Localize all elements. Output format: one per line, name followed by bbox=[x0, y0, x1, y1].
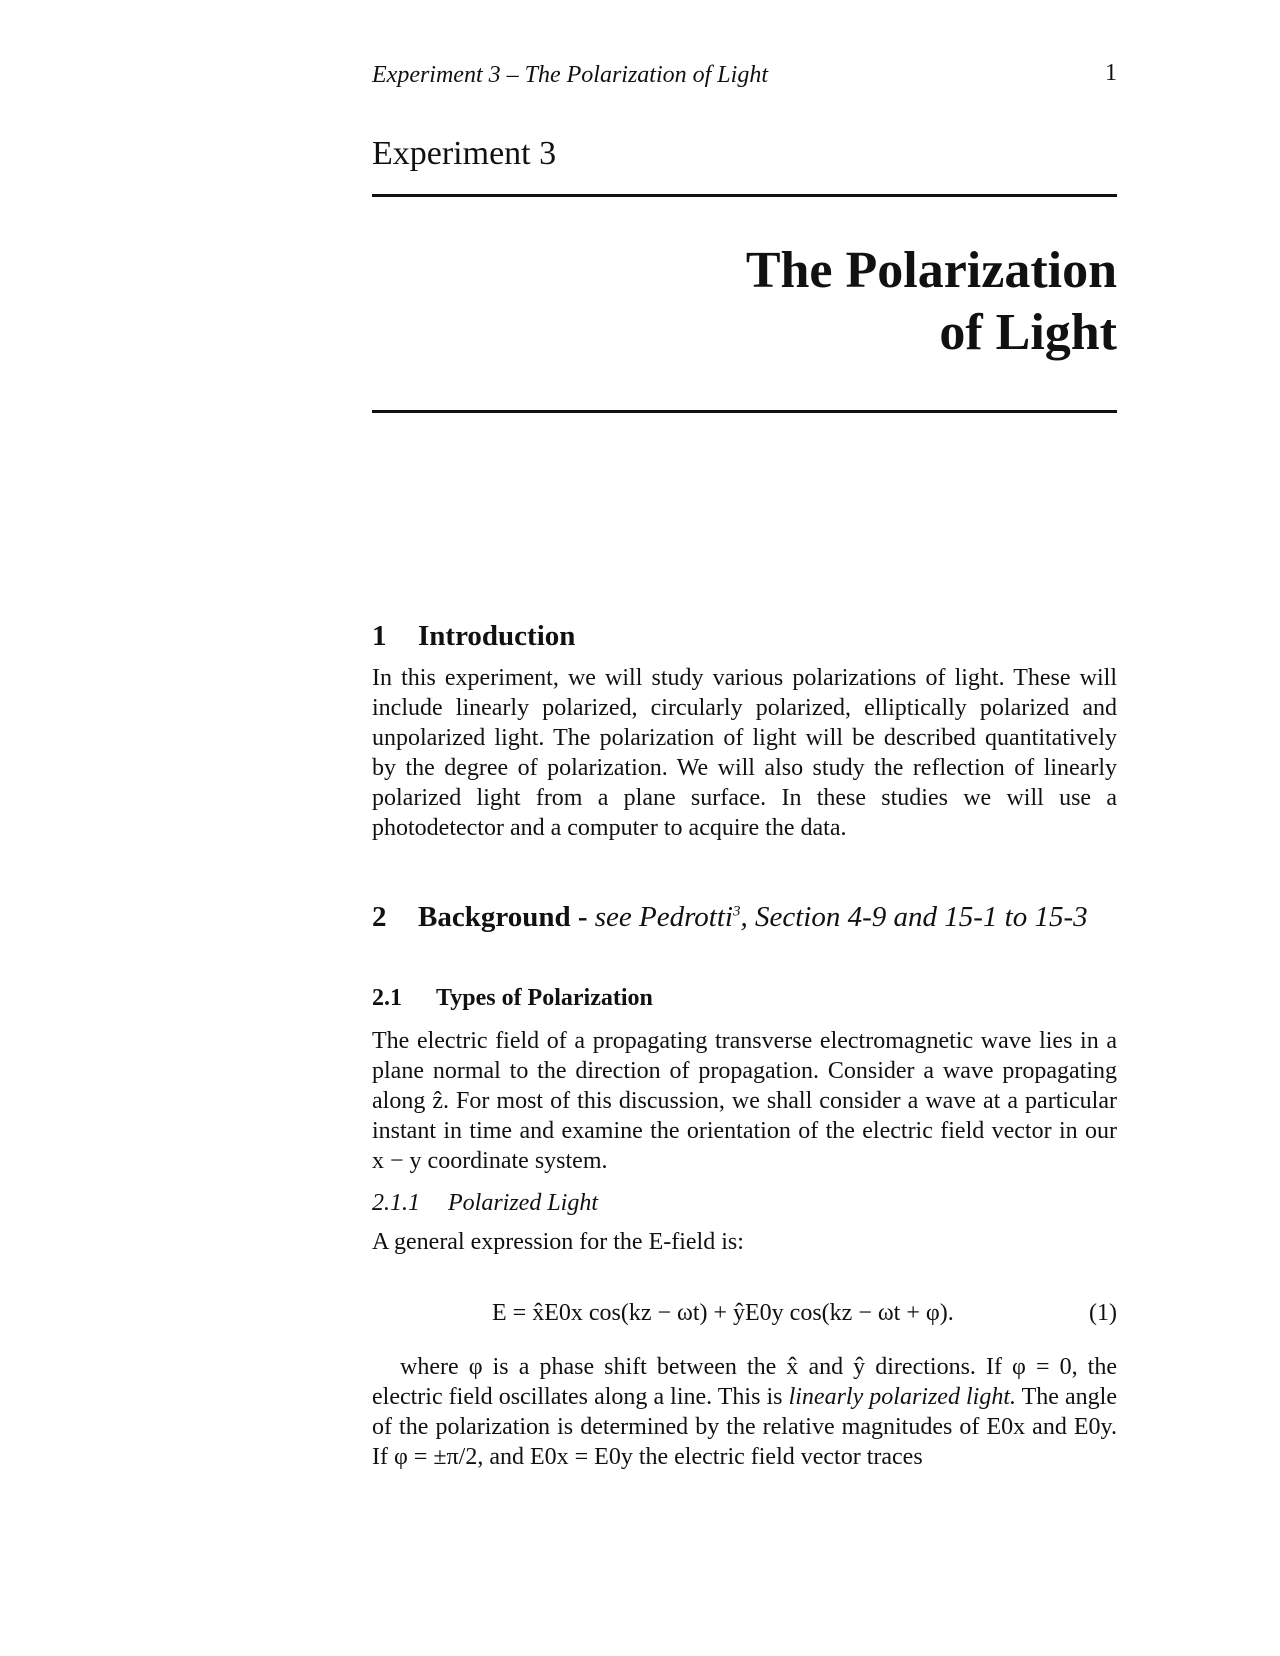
title-line-2: of Light bbox=[939, 304, 1117, 361]
section-introduction bbox=[372, 620, 1117, 843]
page-number: 1 bbox=[1105, 60, 1117, 86]
subsection-number: 2.1 bbox=[372, 985, 402, 1011]
running-head bbox=[372, 60, 1117, 89]
subsubsection-polarized-light bbox=[372, 1190, 1117, 1257]
paragraph-body: where φ is a phase shift between the x̂ and ŷ directions. If φ = 0, the electric field oscillates along a line. This is linearly polarized light. The angle of the polarization is determined by the relative magnitudes of E0x and E0y. If φ = ±π/2, and E0x = E0y the electric field vector traces bbox=[372, 1354, 1117, 1470]
equation-expression: E = x̂E0x cos(kz − ωt) + ŷE0y cos(kz − ωt + φ). bbox=[492, 1300, 954, 1326]
subsection-title: Types of Polarization bbox=[436, 985, 653, 1011]
title-line-1: The Polarization bbox=[745, 242, 1117, 299]
section-background bbox=[372, 896, 1117, 932]
section-body: In this experiment, we will study various polarizations of light. These will include linearly polarized, circularly polarized, elliptically polarized and unpolarized light. The polarization of light will be described quantitatively by the degree of polarization. We will also study the reflection of linearly polarized light from a plane surface. In these studies we will use a photodetector and a computer to acquire the data. bbox=[372, 665, 1117, 841]
top-rule bbox=[372, 194, 1117, 197]
section-number: 2 bbox=[372, 900, 387, 933]
section-heading bbox=[372, 896, 1117, 932]
section-title: Introduction bbox=[418, 620, 576, 652]
continuation-paragraph bbox=[372, 1352, 1117, 1472]
subsubsection-title: Polarized Light bbox=[448, 1190, 599, 1216]
section-heading bbox=[372, 620, 1117, 653]
subsubsection-number: 2.1.1 bbox=[372, 1190, 420, 1216]
page-title bbox=[746, 240, 1117, 364]
subsubsection-intro: A general expression for the E-field is: bbox=[372, 1229, 744, 1255]
subsection-types-of-polarization bbox=[372, 985, 1117, 1176]
running-head-title: Experiment 3 – The Polarization of Light bbox=[372, 62, 768, 88]
subsection-heading bbox=[372, 985, 1117, 1012]
section-number: 1 bbox=[372, 620, 387, 652]
chapter-label: Experiment 3 bbox=[372, 135, 557, 172]
section-reference: see Pedrotti$^3$, Section 4-9 and 15-1 to 15-3 bbox=[594, 900, 1088, 933]
subsubsection-heading bbox=[372, 1190, 1117, 1217]
section-title: Background - bbox=[418, 900, 588, 933]
equation-number: (1) bbox=[1089, 1300, 1117, 1326]
bottom-rule bbox=[372, 410, 1117, 413]
subsection-body: The electric field of a propagating transverse electromagnetic wave lies in a plane normal to the direction of propagation. Consider a wave propagating along ẑ. For most of this discussion, we shall consider a wave at a particular instant in time and examine the orientation of the electric field vector in our x − y coordinate system. bbox=[372, 1028, 1117, 1174]
